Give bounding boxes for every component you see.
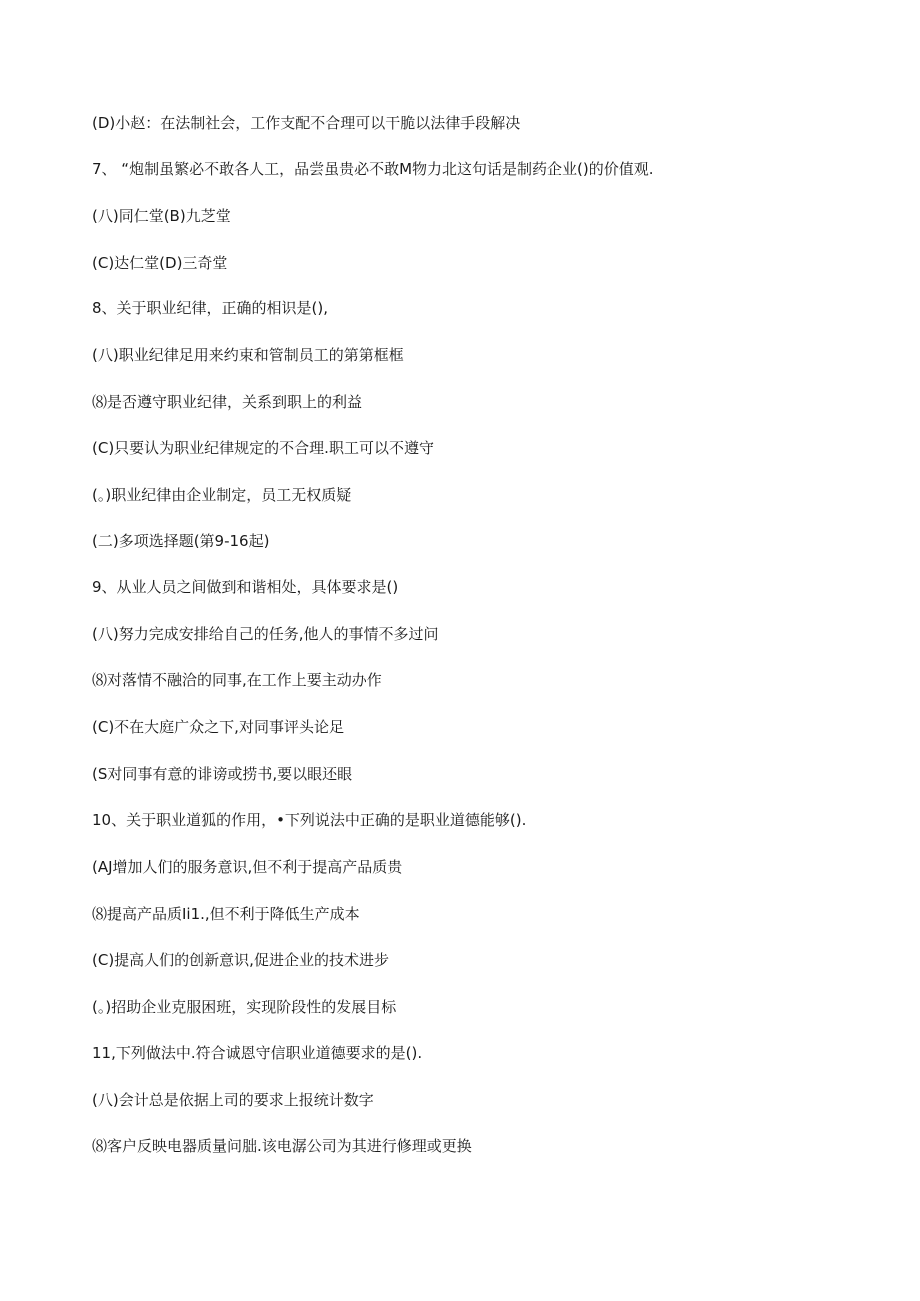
option-c-q9: (C)不在大庭广众之下,对同事评头论足: [92, 718, 344, 736]
options-c-d-q7: (C)达仁堂(D)三奇堂: [92, 254, 228, 272]
question-10: 10、关于职业道狐的作用，•下列说法中正确的是职业道德能够().: [92, 811, 527, 829]
question-7: 7、 “炮制虽繁必不敢各人工，品尝虽贵必不敢M物力北这句话是制药企业()的价值观.: [92, 160, 654, 178]
option-d-q6: (D)小赵：在法制社会，工作支配不合理可以干脆以法律手段解决: [92, 114, 521, 132]
question-11: 11,下列做法中.符合诚恩守信职业道德要求的是().: [92, 1044, 423, 1062]
options-a-b-q7: (八)同仁堂(B)九芝堂: [92, 207, 231, 225]
option-b-q10: ⑻提高产品质Ii1.,但不利于降低生产成本: [92, 905, 360, 923]
option-a-q11: (八)会计总是依据上司的要求上报统计数字: [92, 1091, 374, 1109]
option-b-q11: ⑻客户反映电器质量问朏.该电潺公司为其进行修理或更换: [92, 1137, 472, 1155]
option-b-q8: ⑻是否遵守职业纪律，关系到职上的利益: [92, 393, 363, 411]
option-a-q10: (AJ增加人们的服务意识,但不利于提高产品质贵: [92, 858, 403, 876]
option-b-q9: ⑻对落情不融洽的同事,在工作上要主动办作: [92, 671, 382, 689]
option-c-q10: (C)提高人们的创新意识,促进企业的技术进步: [92, 951, 389, 969]
option-d-q9: (S对同事有意的诽谤或捞书,要以眼还眼: [92, 765, 353, 783]
option-c-q8: (C)只要认为职业纪律规定的不合理.职工可以不遵守: [92, 439, 434, 457]
option-a-q8: (八)职业纪律足用来约束和管制员工的第第框框: [92, 346, 404, 364]
option-d-q10: (。)招助企业克服困班，实现阶段性的发展目标: [92, 998, 397, 1016]
option-a-q9: (八)努力完成安排给自己的任务,他人的事情不多过问: [92, 625, 439, 643]
question-9: 9、从业人员之间做到和谐相处，具体要求是(): [92, 578, 399, 596]
question-8: 8、关于职业纪律，正确的相识是(),: [92, 299, 329, 317]
option-d-q8: (。)职业纪律由企业制定，员工无权质疑: [92, 486, 352, 504]
section-heading-multiple-choice: (二)多项选择题(第9-16起): [92, 532, 270, 550]
